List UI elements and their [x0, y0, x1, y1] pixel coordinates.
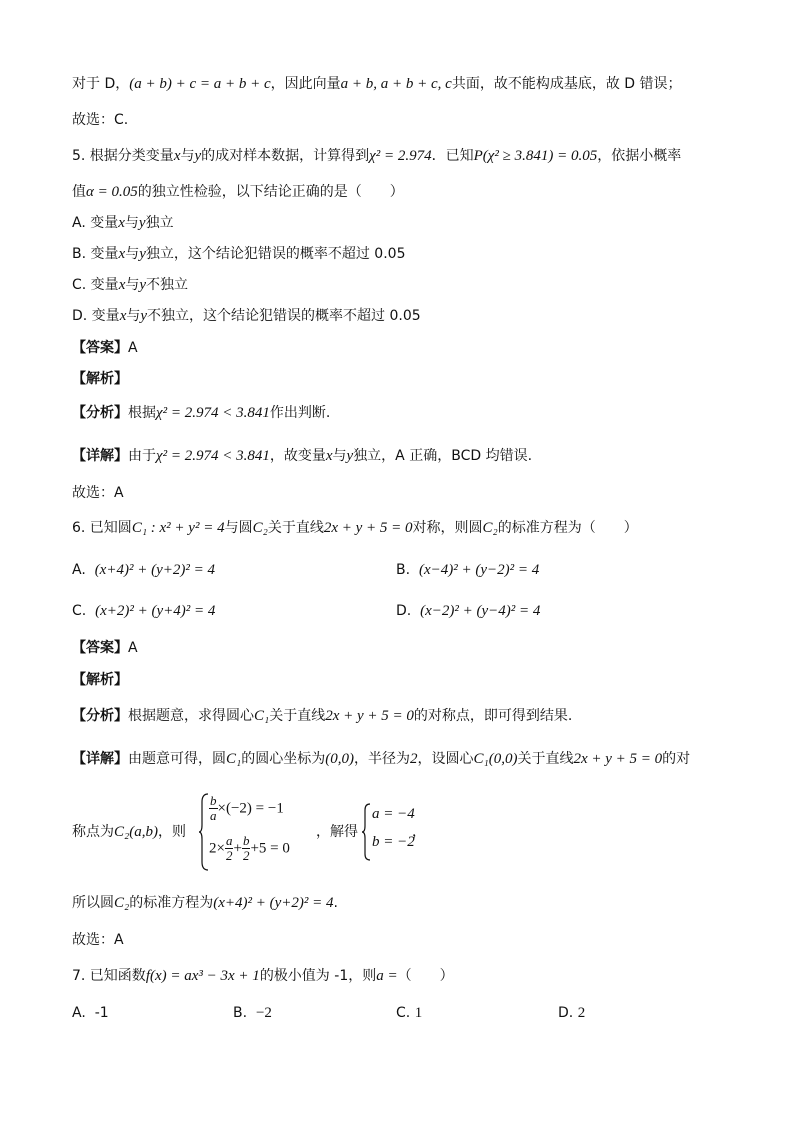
answer-value: A: [128, 640, 138, 656]
option-text: 与: [126, 308, 141, 324]
q5-answer: [72, 338, 138, 358]
q5-text: ，依据小概率: [597, 148, 682, 164]
option-text: 独立，这个结论犯错误的概率不超过 0.05: [145, 246, 406, 262]
option-label: D.: [396, 603, 412, 619]
q6-text: 的对: [662, 751, 691, 767]
q5-option-d[interactable]: [72, 306, 421, 326]
option-expression: (x−2)² + (y−4)² = 4: [420, 603, 541, 619]
q5-stem-line-2: [72, 182, 404, 202]
q6-option-d[interactable]: [396, 600, 540, 622]
line-equation: 2x + y + 5 = 0: [573, 751, 663, 767]
var-x: x: [118, 277, 126, 293]
q6-text: ，解得: [316, 824, 358, 840]
option-label: C.: [396, 1005, 411, 1021]
q4-text: 对于 D，: [72, 76, 130, 92]
q6-text: 所以圆: [72, 895, 114, 911]
var-y: y: [194, 148, 202, 164]
line-equation: 2x + y + 5 = 0: [323, 520, 413, 536]
option-label: A.: [72, 562, 86, 578]
option-text: A. 变量: [72, 215, 119, 231]
option-text: B. 变量: [72, 246, 119, 262]
q7-text: 7. 已知函数: [72, 968, 146, 984]
option-label: B.: [396, 562, 411, 578]
q6-text: 的对称点，即可得到结果.: [413, 708, 573, 724]
analysis-tag: 【解析】: [72, 371, 128, 387]
frac-denominator: 2: [242, 848, 250, 863]
fenxi-tag: 【分析】: [72, 405, 128, 421]
q6-stem: [72, 518, 638, 538]
function-expression: f(x) = ax³ − 3x + 1: [145, 968, 260, 984]
answer-value: A: [128, 340, 138, 356]
circle-c2-label: C₂: [482, 520, 498, 536]
q6-result: [72, 893, 338, 913]
circle-c2-label: C₂: [252, 520, 268, 536]
q6-text: 根据题意，求得圆心: [128, 708, 254, 724]
q4-conclusion-line: [72, 74, 682, 94]
q5-text: 的独立性检验，以下结论正确的是（ ）: [137, 184, 404, 200]
q5-text: 与: [332, 448, 347, 464]
chi-square-comparison: χ² = 2.974 < 3.841: [156, 448, 270, 464]
option-label: D.: [558, 1005, 574, 1021]
q6-option-c[interactable]: [72, 600, 215, 622]
result-equation: (x+4)² + (y+2)² = 4: [213, 895, 334, 911]
system1-row2-head: 2×: [209, 840, 225, 857]
option-expression: (x+2)² + (y+4)² = 4: [95, 603, 216, 619]
answer-tag: 【答案】: [72, 340, 128, 356]
q4-text: 共面，故不能构成基底，故 D 错误；: [451, 76, 682, 92]
line-equation: 2x + y + 5 = 0: [325, 708, 414, 724]
system1-row1: [209, 794, 284, 823]
q5-text: ．已知: [431, 148, 474, 164]
q4-text: ，因此向量: [270, 76, 341, 92]
a-equals: a =: [376, 968, 398, 984]
probability-expression: P(χ² ≥ 3.841) = 0.05: [473, 148, 598, 164]
circle-c1-equation: C₁ : x² + y² = 4: [131, 520, 225, 536]
system1-row2: [209, 834, 290, 863]
frac-numerator: b: [210, 793, 217, 808]
plus-sign: +: [233, 840, 242, 857]
circle-c1-label: C₁: [254, 708, 270, 724]
option-text: 不独立，这个结论犯错误的概率不超过 0.05: [147, 308, 421, 324]
alpha-value: α = 0.05: [86, 184, 138, 200]
var-x: x: [118, 246, 126, 262]
radius-value: 2: [409, 751, 418, 767]
q6-option-b[interactable]: [396, 559, 539, 581]
q5-text: 5. 根据分类变量: [72, 148, 174, 164]
var-x: x: [118, 215, 125, 231]
detail-tag: 【详解】: [72, 448, 128, 464]
frac-numerator: b: [242, 833, 250, 848]
var-x: x: [173, 148, 181, 164]
var-x: x: [119, 308, 127, 324]
q6-text: 的圆心坐标为: [241, 751, 326, 767]
q5-stem-line-1: [72, 146, 681, 166]
frac-numerator: a: [225, 833, 233, 848]
symmetric-point: C₂(a,b): [114, 824, 158, 840]
system1-row1-tail: ×(−2) = −1: [217, 800, 284, 817]
option-expression: (x+4)² + (y+2)² = 4: [94, 562, 215, 578]
chi-square-value: χ² = 2.974: [369, 148, 432, 164]
chi-square-comparison: χ² = 2.974 < 3.841: [156, 405, 270, 421]
q5-detail: [72, 446, 532, 466]
q5-text: 的成对样本数据，计算得到: [201, 148, 370, 164]
answer-tag: 【答案】: [72, 640, 128, 656]
q5-option-b[interactable]: [72, 244, 405, 264]
q6-text: 关于直线: [269, 708, 326, 724]
q6-answer: [72, 638, 138, 658]
q5-option-a[interactable]: [72, 213, 174, 233]
q6-text: 的标准方程为: [129, 895, 214, 911]
q4-answer-line: 故选：C.: [72, 112, 129, 128]
q6-analysis-heading: [72, 670, 128, 690]
circle-c2-label: C₂: [114, 895, 130, 911]
option-label: C.: [72, 603, 87, 619]
left-brace-icon: [362, 802, 371, 862]
fraction-b-over-a: [209, 794, 218, 823]
q7-text: （ ）: [397, 968, 454, 984]
fenxi-tag: 【分析】: [72, 708, 128, 724]
q6-fenxi: [72, 706, 572, 726]
var-y: y: [140, 308, 148, 324]
option-text: D. 变量: [72, 308, 120, 324]
option-text: 不独立: [146, 277, 189, 293]
center-point: C₁(0,0): [473, 751, 518, 767]
var-y: y: [346, 448, 354, 464]
q5-analysis-heading: [72, 369, 128, 389]
q7-option-d[interactable]: [558, 1002, 585, 1024]
var-y: y: [138, 215, 146, 231]
q7-stem: [72, 966, 454, 986]
q5-text: 由于: [128, 448, 156, 464]
q7-option-b[interactable]: [233, 1002, 272, 1024]
q6-text: ，则: [157, 824, 186, 840]
q6-text: 由题意可得，圆: [128, 751, 226, 767]
center-coordinates: (0,0): [325, 751, 354, 767]
system1-row2-tail: +5 = 0: [250, 840, 290, 857]
q6-sym-text: [72, 821, 186, 841]
solution-a: a = −4: [372, 806, 415, 822]
q5-text: ，故变量: [269, 448, 326, 464]
q6-text: ，半径为: [353, 751, 410, 767]
option-text: C. 变量: [72, 277, 119, 293]
var-y: y: [139, 246, 146, 262]
q6-text: 对称，则圆: [412, 520, 483, 536]
frac-denominator: 2: [225, 848, 233, 863]
q7-option-a[interactable]: [72, 1002, 109, 1024]
q5-text: 根据: [128, 405, 156, 421]
q6-text: ，设圆心: [417, 751, 474, 767]
option-text: 与: [125, 277, 140, 293]
q6-text: .: [333, 895, 338, 911]
q6-text: 称点为: [72, 824, 114, 840]
option-value: -1: [94, 1005, 109, 1021]
q6-choose: 故选：A: [72, 932, 124, 948]
circle-c1-label: C₁: [226, 751, 242, 767]
q6-text: 关于直线: [267, 520, 324, 536]
var-x: x: [325, 448, 333, 464]
q6-text: 与圆: [224, 520, 253, 536]
q6-text: 6. 已知圆: [72, 520, 132, 536]
q5-text: 值: [72, 184, 86, 200]
solution-b: b = −2: [372, 834, 415, 850]
option-label: B.: [233, 1005, 248, 1021]
q5-fenxi: [72, 403, 330, 423]
left-brace-icon: [199, 792, 209, 872]
option-text: 独立: [145, 215, 174, 231]
q6-detail: [72, 749, 690, 769]
q5-text: 与: [180, 148, 195, 164]
q6-text: 的标准方程为（ ）: [497, 520, 638, 536]
detail-tag: 【详解】: [72, 751, 128, 767]
q7-text: 的极小值为 -1，则: [259, 968, 377, 984]
option-text: 与: [125, 246, 140, 262]
q5-option-c[interactable]: [72, 275, 188, 295]
q6-text: ，: [412, 824, 426, 840]
var-y: y: [139, 277, 147, 293]
q6-text: 关于直线: [517, 751, 574, 767]
frac-denominator: a: [210, 808, 217, 823]
option-value: −2: [255, 1005, 272, 1021]
analysis-tag: 【解析】: [72, 672, 128, 688]
q5-text: 作出判断.: [269, 405, 331, 421]
option-label: A.: [72, 1005, 86, 1021]
option-text: 与: [124, 215, 139, 231]
q4-vector-list: a + b, a + b + c, c: [340, 76, 452, 92]
q5-text: 独立，A 正确，BCD 均错误.: [353, 448, 533, 464]
q7-option-c[interactable]: [396, 1002, 422, 1024]
option-value: 1: [414, 1005, 423, 1021]
q6-option-a[interactable]: [72, 559, 215, 581]
q4-vector-expression: (a + b) + c = a + b + c: [129, 76, 271, 92]
option-expression: (x−4)² + (y−2)² = 4: [418, 562, 540, 578]
q5-choose: 故选：A: [72, 485, 124, 501]
option-value: 2: [577, 1005, 586, 1021]
